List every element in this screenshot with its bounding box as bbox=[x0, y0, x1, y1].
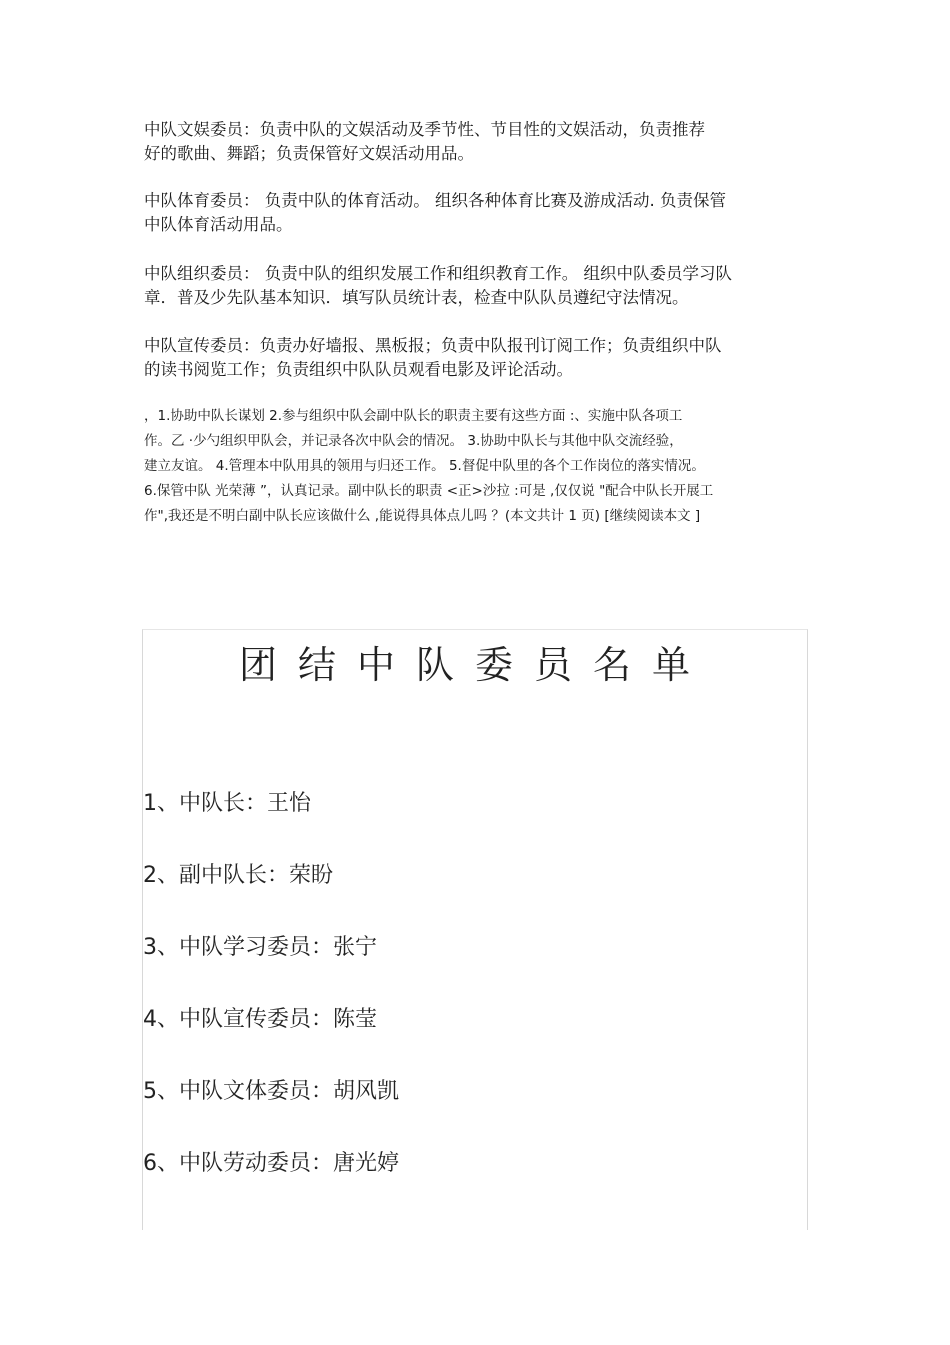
roster-panel bbox=[142, 629, 808, 1230]
paragraph-line: 的读书阅览工作；负责组织中队队员观看电影及评论活动。 bbox=[144, 360, 573, 379]
duties-line: ，1.协助中队长谋划 2.参与组织中队会副中队长的职责主要有这些方面 :、实施中队各项工 bbox=[144, 408, 683, 424]
roster-member-publicity: 4、中队宣传委员：陈莹 bbox=[143, 1007, 377, 1032]
duties-line: 建立友谊。 4.管理本中队用具的领用与归还工作。 5.督促中队里的各个工作岗位的落实情况。 bbox=[144, 458, 705, 474]
roster-member-captain: 1、中队长：王怡 bbox=[143, 791, 311, 816]
roster-member-labor: 6、中队劳动委员：唐光婷 bbox=[143, 1151, 399, 1176]
sports-committee-paragraph bbox=[144, 189, 824, 237]
publicity-committee-paragraph bbox=[144, 334, 824, 382]
roster-member-culture-sports: 5、中队文体委员：胡风凯 bbox=[143, 1079, 399, 1104]
duties-line: 作。乙 ·少勺组织甲队会，并记录各次中队会的情况。 3.协助中队长与其他中队交流经验， bbox=[144, 433, 683, 449]
paragraph-line: 好的歌曲、舞蹈；负责保管好文娱活动用品。 bbox=[144, 144, 474, 163]
paragraph-line: 中队体育委员： 负责中队的体育活动。 组织各种体育比赛及游成活动. 负责保管 bbox=[144, 191, 726, 210]
roster-member-study: 3、中队学习委员：张宁 bbox=[143, 935, 377, 960]
paragraph-line: 章．普及少先队基本知识．填写队员统计表，检查中队队员遵纪守法情况。 bbox=[144, 288, 689, 307]
paragraph-line: 中队组织委员： 负责中队的组织发展工作和组织教育工作。 组织中队委员学习队 bbox=[144, 264, 732, 283]
paragraph-line: 中队文娱委员：负责中队的文娱活动及季节性、节目性的文娱活动，负责推荐 bbox=[144, 120, 705, 139]
paragraph-line: 中队体育活动用品。 bbox=[144, 215, 293, 234]
paragraph-line: 中队宣传委员：负责办好墙报、黑板报；负责中队报刊订阅工作；负责组织中队 bbox=[144, 336, 722, 355]
vice-captain-duties-text bbox=[144, 404, 824, 529]
roster-title: 团结中队委员名单 bbox=[238, 643, 711, 687]
duties-line: 作",我还是不明白副中队长应该做什么 ,能说得具体点儿吗 ？(本文共计 1 页) [继续阅读本文 ] bbox=[144, 508, 701, 524]
culture-committee-paragraph bbox=[144, 118, 824, 166]
duties-line: 6.保管中队 光荣薄 ”，认真记录。副中队长的职责 <正>沙拉 :可是 ,仅仅说 "配合中队长开展工 bbox=[144, 483, 714, 499]
organization-committee-paragraph bbox=[144, 262, 824, 310]
roster-member-vice-captain: 2、副中队长：荣盼 bbox=[143, 863, 333, 888]
